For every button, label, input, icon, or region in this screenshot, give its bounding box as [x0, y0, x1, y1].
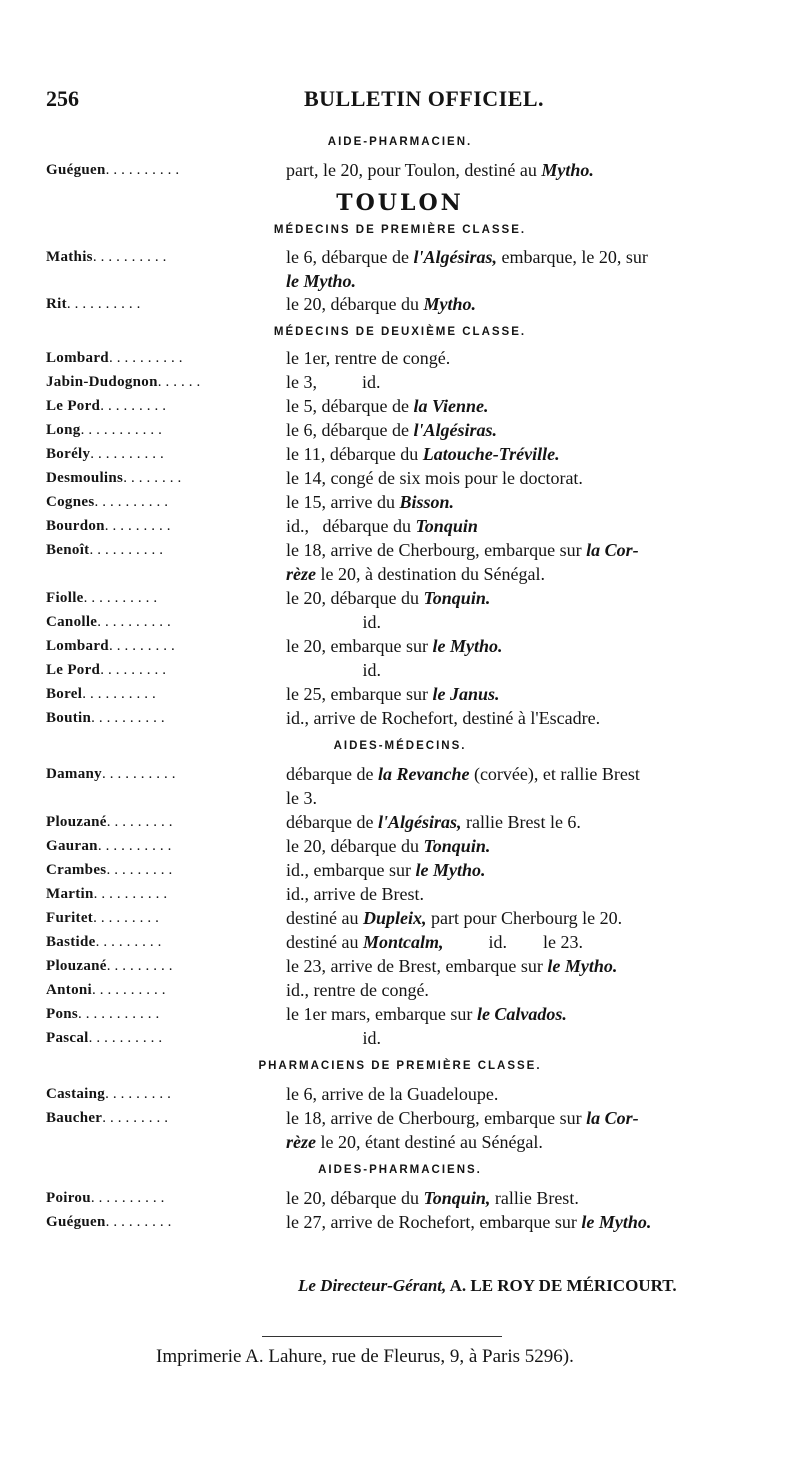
- entry-text: le 25, embarque sur: [286, 684, 433, 704]
- entry-description: [286, 292, 756, 316]
- entry-text: le 1er mars, embarque sur: [286, 1004, 477, 1024]
- entry-name-text: Bourdon: [46, 518, 105, 534]
- entry-description: [286, 810, 756, 834]
- entry-name: [46, 586, 282, 610]
- entry-name-text: Plouzané: [46, 958, 107, 974]
- entry-name-text: Antoni: [46, 982, 92, 998]
- entry-text: le 1er, rentre de congé.: [286, 348, 451, 368]
- entry-text: le 14, congé de six mois pour le doctorat.: [286, 468, 583, 488]
- page-number: 256: [46, 86, 79, 111]
- entry-description: [286, 954, 756, 978]
- city-heading: TOULON: [336, 190, 464, 216]
- entry-description: [286, 1106, 756, 1130]
- entry-name: [46, 292, 282, 316]
- entry-name: [46, 394, 282, 418]
- entry-name-text: Baucher: [46, 1110, 103, 1126]
- ship-name: le Janus.: [432, 684, 500, 704]
- section-heading: AIDES-PHARMACIENS.: [318, 1164, 482, 1176]
- entry-name: [46, 1186, 282, 1210]
- entry-text-continued: rallie Brest le 6.: [461, 812, 581, 832]
- entry-text: id., arrive de Brest.: [286, 884, 424, 904]
- entry-text: le 20, débarque du: [286, 588, 424, 608]
- leader-dots: ..........: [66, 296, 145, 312]
- entry-name: [46, 634, 282, 658]
- entry-name-text: Furitet: [46, 910, 94, 926]
- entry-name-text: Borel: [46, 686, 83, 702]
- ship-name: la Cor-: [586, 1108, 639, 1128]
- leader-dots: .........: [106, 814, 177, 830]
- leader-dots: ..........: [90, 1190, 169, 1206]
- entry-text: le 20, débarque du: [286, 294, 424, 314]
- entry-text-continued: embarque, le 20, sur: [496, 247, 648, 267]
- entry-name: [46, 954, 282, 978]
- entry-text-continued: le 20, à destination du Sénégal.: [316, 564, 545, 584]
- entry-description: [286, 158, 756, 182]
- entry-name-text: Mathis: [46, 249, 93, 265]
- entry-name-text: Guéguen: [46, 1214, 106, 1230]
- ship-name: le Mytho.: [286, 271, 356, 291]
- entry-name: [46, 706, 282, 730]
- ship-name: Tonquin.: [423, 836, 491, 856]
- ship-name: le Mytho.: [432, 636, 503, 656]
- entry-name: [46, 538, 282, 562]
- entry-description: [286, 1082, 756, 1106]
- leader-dots: .........: [105, 1214, 176, 1230]
- entry-text: débarque de: [286, 812, 378, 832]
- entry-name: [46, 1082, 282, 1106]
- ship-name: le Mytho.: [581, 1212, 652, 1232]
- section-heading: PHARMACIENS DE PREMIÈRE CLASSE.: [258, 1060, 542, 1072]
- entry-description: [286, 466, 756, 490]
- entry-description: [286, 269, 756, 293]
- entry-description: [286, 1186, 756, 1210]
- entry-text: destiné au: [286, 932, 363, 952]
- entry-name: [46, 682, 282, 706]
- entry-text: id., rentre de congé.: [286, 980, 429, 1000]
- leader-dots: ........: [123, 470, 186, 486]
- entry-description: [286, 930, 756, 954]
- entry-text: le 27, arrive de Rochefort, embarque sur: [286, 1212, 582, 1232]
- entry-text-continued: id. le 23.: [443, 932, 583, 952]
- entry-text: le 23, arrive de Brest, embarque sur: [286, 956, 548, 976]
- entry-name-text: Plouzané: [46, 814, 107, 830]
- entry-name: [46, 514, 282, 538]
- leader-dots: ..........: [88, 1030, 167, 1046]
- entry-name-text: Poirou: [46, 1190, 91, 1206]
- leader-dots: ..........: [97, 614, 175, 630]
- ship-name: Dupleix,: [362, 908, 427, 928]
- signature-role: Le Directeur-Gérant,: [298, 1276, 447, 1295]
- entry-name-text: Crambes: [46, 862, 107, 878]
- running-header: [46, 86, 758, 116]
- entry-description: [286, 245, 756, 269]
- entry-name-text: Lombard: [46, 350, 109, 366]
- entry-name-text: Le Pord: [46, 398, 101, 414]
- entry-name: [46, 810, 282, 834]
- entry-name: [46, 245, 282, 269]
- entry-description: [286, 634, 756, 658]
- entry-text: part, le 20, pour Toulon, destiné au: [286, 160, 542, 180]
- entry-description: [286, 706, 756, 730]
- signature: [298, 1276, 677, 1296]
- entry-name-text: Pascal: [46, 1030, 89, 1046]
- entry-name: [46, 1210, 282, 1234]
- leader-dots: ...........: [78, 1006, 164, 1022]
- entry-text: id., arrive de Rochefort, destiné à l'Escadre.: [286, 708, 601, 728]
- entry-description: [286, 834, 756, 858]
- leader-dots: ..........: [108, 350, 187, 366]
- entry-name-text: Canolle: [46, 614, 98, 630]
- entry-text: le 6, débarque de: [286, 247, 414, 267]
- entry-name: [46, 930, 282, 954]
- entry-name-text: Guéguen: [46, 162, 106, 178]
- ship-name: rèze: [286, 564, 316, 584]
- entry-name-text: Borély: [46, 446, 91, 462]
- entry-text: le 5, débarque de: [286, 396, 414, 416]
- entry-name-text: Desmoulins: [46, 470, 124, 486]
- entry-description: [286, 1130, 756, 1154]
- leader-dots: ...........: [80, 422, 166, 438]
- leader-dots: .........: [102, 1110, 173, 1126]
- entry-description: [286, 786, 756, 810]
- entry-description: [286, 490, 756, 514]
- ship-name: Tonquin,: [423, 1188, 491, 1208]
- ship-name: Mytho.: [541, 160, 594, 180]
- entry-name-text: Rit: [46, 296, 67, 312]
- leader-dots: ..........: [97, 838, 176, 854]
- entry-text: le 6, débarque de: [286, 420, 414, 440]
- ship-name: l'Algésiras,: [377, 812, 462, 832]
- leader-dots: .........: [106, 862, 177, 878]
- ship-name: Latouche-Tréville.: [422, 444, 560, 464]
- entry-name-text: Damany: [46, 766, 102, 782]
- leader-dots: ..........: [93, 886, 172, 902]
- footer-rule: [262, 1336, 502, 1337]
- entry-name: [46, 466, 282, 490]
- leader-dots: .........: [105, 1086, 175, 1102]
- leader-dots: .........: [106, 958, 177, 974]
- ship-name: la Vienne.: [413, 396, 489, 416]
- entry-name-text: Fiolle: [46, 590, 84, 606]
- ship-name: la Revanche: [377, 764, 470, 784]
- entry-text: le 20, débarque du: [286, 836, 424, 856]
- entry-text: destiné au: [286, 908, 363, 928]
- section-heading: AIDES-MÉDECINS.: [333, 740, 467, 752]
- leader-dots: .........: [100, 398, 170, 414]
- leader-dots: .........: [93, 910, 163, 926]
- leader-dots: .........: [100, 662, 170, 678]
- entry-name: [46, 346, 282, 370]
- entry-name: [46, 658, 282, 682]
- leader-dots: ..........: [89, 542, 167, 558]
- entry-text: le 18, arrive de Cherbourg, embarque sur: [286, 540, 587, 560]
- leader-dots: ......: [157, 374, 205, 390]
- entry-text-continued: part pour Cherbourg le 20.: [426, 908, 623, 928]
- entry-text: débarque de: [286, 764, 378, 784]
- entry-name: [46, 610, 282, 634]
- entry-name-text: Boutin: [46, 710, 92, 726]
- leader-dots: ..........: [94, 494, 172, 510]
- leader-dots: ..........: [92, 249, 171, 265]
- entry-text-continued: (corvée), et rallie Brest: [469, 764, 640, 784]
- entry-description: [286, 442, 756, 466]
- ship-name: le Mytho.: [547, 956, 618, 976]
- entry-description: [286, 370, 756, 394]
- entry-name-text: Castaing: [46, 1086, 106, 1102]
- entry-name-text: Gauran: [46, 838, 98, 854]
- entry-description: [286, 514, 756, 538]
- leader-dots: ..........: [105, 162, 184, 178]
- entry-text: le 20, débarque du: [286, 1188, 424, 1208]
- entry-name-text: Long: [46, 422, 81, 438]
- entry-description: [286, 882, 756, 906]
- entry-name: [46, 1106, 282, 1130]
- entry-name: [46, 158, 282, 182]
- entry-description: [286, 658, 756, 682]
- ship-name: Montcalm,: [362, 932, 444, 952]
- leader-dots: ..........: [83, 590, 162, 606]
- leader-dots: ..........: [91, 710, 169, 726]
- ship-name: Tonquin.: [423, 588, 491, 608]
- entry-description: [286, 762, 756, 786]
- entry-name: [46, 858, 282, 882]
- entry-description: [286, 978, 756, 1002]
- entry-text: id., débarque du: [286, 516, 416, 536]
- entry-text: id., embarque sur: [286, 860, 416, 880]
- entry-name-text: Benoît: [46, 542, 90, 558]
- running-title: BULLETIN OFFICIEL.: [304, 86, 545, 111]
- entry-description: [286, 394, 756, 418]
- entry-text: le 3, id.: [286, 372, 381, 392]
- entry-name: [46, 882, 282, 906]
- ship-name: le Mytho.: [415, 860, 486, 880]
- entry-text: le 15, arrive du: [286, 492, 400, 512]
- ship-name: Tonquin: [415, 516, 478, 536]
- leader-dots: .........: [108, 638, 179, 654]
- entry-text: le 18, arrive de Cherbourg, embarque sur: [286, 1108, 587, 1128]
- leader-dots: .........: [104, 518, 175, 534]
- ship-name: l'Algésiras.: [413, 420, 497, 440]
- entry-name: [46, 442, 282, 466]
- entry-text: le 3.: [286, 788, 317, 808]
- entry-name-text: Le Pord: [46, 662, 101, 678]
- entry-description: [286, 346, 756, 370]
- ship-name: Mytho.: [423, 294, 476, 314]
- imprint-line: Imprimerie A. Lahure, rue de Fleurus, 9, à Paris 5296).: [156, 1346, 574, 1367]
- section-heading: AIDE-PHARMACIEN.: [327, 136, 473, 148]
- entry-description: [286, 682, 756, 706]
- entry-name: [46, 906, 282, 930]
- signature-name: A. LE ROY DE MÉRICOURT.: [446, 1276, 677, 1295]
- entry-text: le 20, embarque sur: [286, 636, 433, 656]
- entry-name: [46, 370, 282, 394]
- entry-description: [286, 610, 756, 634]
- entry-description: [286, 906, 756, 930]
- entry-name: [46, 490, 282, 514]
- entry-name-text: Jabin-Dudognon: [46, 374, 158, 390]
- leader-dots: .........: [95, 934, 166, 950]
- entry-text: le 11, débarque du: [286, 444, 423, 464]
- entry-name: [46, 1026, 282, 1050]
- entry-name: [46, 978, 282, 1002]
- entry-name-text: Bastide: [46, 934, 96, 950]
- leader-dots: ..........: [91, 982, 170, 998]
- entry-description: [286, 538, 756, 562]
- ship-name: Bisson.: [399, 492, 454, 512]
- entry-text: id.: [286, 1028, 382, 1048]
- ship-name: le Calvados.: [476, 1004, 567, 1024]
- entry-name: [46, 418, 282, 442]
- ship-name: rèze: [286, 1132, 316, 1152]
- entry-text-continued: le 20, étant destiné au Sénégal.: [316, 1132, 543, 1152]
- leader-dots: ..........: [82, 686, 160, 702]
- entry-description: [286, 418, 756, 442]
- entry-name: [46, 1002, 282, 1026]
- entry-name-text: Pons: [46, 1006, 79, 1022]
- entry-description: [286, 562, 756, 586]
- entry-name-text: Cognes: [46, 494, 95, 510]
- leader-dots: ..........: [90, 446, 168, 462]
- entry-description: [286, 586, 756, 610]
- entry-text: id.: [286, 660, 382, 680]
- section-heading: MÉDECINS DE DEUXIÈME CLASSE.: [273, 326, 527, 338]
- entry-name-text: Lombard: [46, 638, 109, 654]
- entry-description: [286, 1210, 756, 1234]
- entry-description: [286, 858, 756, 882]
- entry-name: [46, 762, 282, 786]
- entry-description: [286, 1026, 756, 1050]
- entry-text: le 6, arrive de la Guadeloupe.: [286, 1084, 499, 1104]
- ship-name: l'Algésiras,: [413, 247, 497, 267]
- entry-name: [46, 834, 282, 858]
- entry-text: id.: [286, 612, 382, 632]
- entry-text-continued: rallie Brest.: [490, 1188, 579, 1208]
- section-heading: MÉDECINS DE PREMIÈRE CLASSE.: [273, 224, 527, 236]
- entry-name-text: Martin: [46, 886, 94, 902]
- leader-dots: ..........: [101, 766, 180, 782]
- ship-name: la Cor-: [586, 540, 639, 560]
- entry-description: [286, 1002, 756, 1026]
